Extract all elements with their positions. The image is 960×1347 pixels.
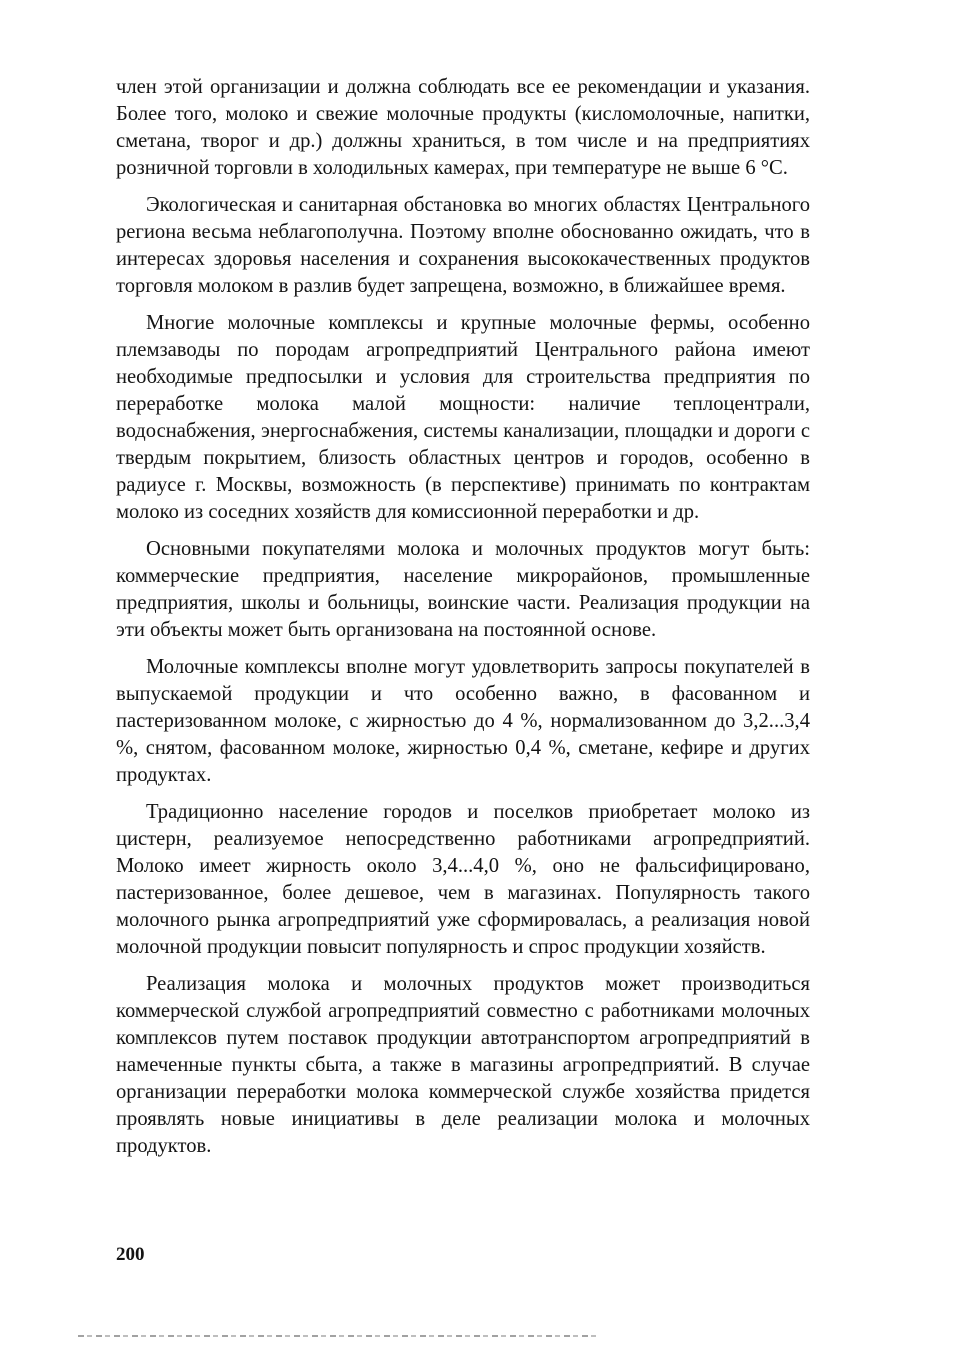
scan-edge-artifact (78, 1335, 598, 1337)
page-body (116, 74, 810, 1170)
paragraph-3: Многие молочные комплексы и крупные молочные фермы, особенно племзаводы по породам агропредприятий Центрального района имеют необходимые предпосылки и условия для строительства предприятия по переработке молока малой мощности: наличие теплоцентрали, водоснабжения, энергоснабжения, системы канализации, площадки и дороги с твердым покрытием, близость областных центров и городов, особенно в радиусе г. Москвы, возможность (в перспективе) принимать по контрактам молоко из соседних хозяйств для комиссионной переработки и др. (116, 312, 810, 523)
paragraph-7: Реализация молока и молочных продуктов может производиться коммерческой службой агропредприятий совместно с работниками молочных комплексов путем поставок продукции автотранспортом агропредприятий в намеченные пункты сбыта, а также в магазины агропредприятий. В случае организации переработки молока коммерческой службе хозяйства придется проявлять новые инициативы в деле реализации молока и молочных продуктов. (116, 973, 810, 1157)
paragraph-4: Основными покупателями молока и молочных продуктов могут быть: коммерческие предприятия, население микрорайонов, промышленные предприятия, школы и больницы, воинские части. Реализация продукции на эти объекты может быть организована на постоянной основе. (116, 538, 810, 641)
paragraph-5: Молочные комплексы вполне могут удовлетворить запросы покупателей в выпускаемой продукции и что особенно важно, в фасованном и пастеризованном молоке, с жирностью до 4 %, нормализованном до 3,2...3,4 %, снятом, фасованном молоке, жирностью 0,4 %, сметане, кефире и других продуктах. (116, 656, 810, 786)
paragraph-1: член этой организации и должна соблюдать все ее рекомендации и указания. Более того, молоко и свежие молочные продукты (кисломолочные, напитки, сметана, творог и др.) должны храниться, в том числе и на предприятиях розничной торговли в холодильных камерах, при температуре не выше 6 °С. (116, 76, 810, 179)
page-number: 200 (116, 1244, 145, 1265)
paragraph-6: Традиционно население городов и поселков приобретает молоко из цистерн, реализуемое непосредственно работниками агропредприятий. Молоко имеет жирность около 3,4...4,0 %, оно не фальсифицировано, пастеризованное, более дешевое, чем в магазинах. Популярность такого молочного рынка агропредприятий уже сформировалась, а реализация новой молочной продукции повысит популярность и спрос продукции хозяйств. (116, 801, 810, 958)
paragraph-2: Экологическая и санитарная обстановка во многих областях Центрального региона весьма неблагополучна. Поэтому вполне обоснованно ожидать, что в интересах здоровья населения и сохранения высококачественных продуктов торговля молоком в разлив будет запрещена, возможно, в ближайшее время. (116, 194, 810, 297)
